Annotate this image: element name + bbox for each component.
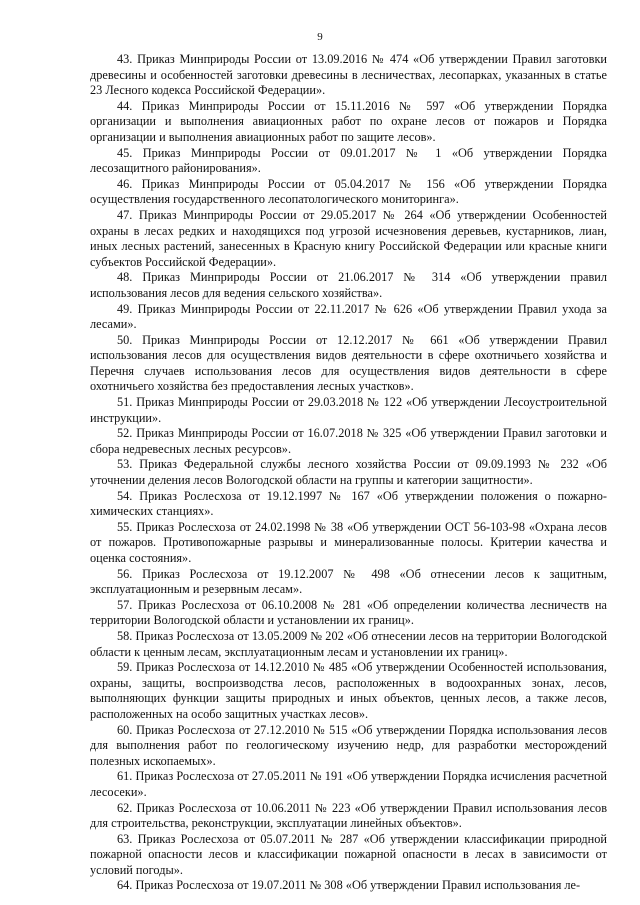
- list-item: 56. Приказ Рослесхоза от 19.12.2007 № 498 «Об отнесении лесов к защитным, эксплуатационным и резервным лесам».: [90, 566, 607, 597]
- list-item: 58. Приказ Рослесхоза от 13.05.2009 № 202 «Об отнесении лесов на территории Вологодской области к ценным лесам, эксплуатационным лесам и установлении их границ».: [90, 628, 607, 659]
- list-item: 55. Приказ Рослесхоза от 24.02.1998 № 38 «Об утверждении ОСТ 56-103-98 «Охрана лесов от пожаров. Противопожарные разрывы и минерализованные полосы. Критерии качества и оценка состояния».: [90, 519, 607, 565]
- list-item: 52. Приказ Минприроды России от 16.07.2018 № 325 «Об утверждении Правил заготовки и сбора недревесных лесных ресурсов».: [90, 426, 607, 456]
- list-item: 54. Приказ Рослесхоза от 19.12.1997 № 167 «Об утверждении положения о пожарно-химических станциях».: [90, 488, 607, 519]
- list-item: 51. Приказ Минприроды России от 29.03.2018 № 122 «Об утверждении Лесоустроительной инструкции».: [90, 395, 607, 425]
- list-item: 60. Приказ Рослесхоза от 27.12.2010 № 515 «Об утверждении Порядка использования лесов для выполнения работ по геологическому изучению недр, для разработки месторождений полезных ископаемых».: [90, 722, 607, 768]
- list-item: 47. Приказ Минприроды России от 29.05.2017 № 264 «Об утверждении Особенностей охраны в лесах редких и находящихся под угрозой исчезновения деревьев, кустарников, лиан, иных лесных растений, занесенных в Красную книгу Российской Федерации или красные книги субъектов Российской Федерации».: [90, 207, 607, 269]
- list-item: 44. Приказ Минприроды России от 15.11.2016 № 597 «Об утверждении Порядка организации и выполнения авиационных работ по охране лесов от пожаров и Порядка организации и выполнения авиационных работ по защите лесов».: [90, 98, 607, 144]
- list-item: 63. Приказ Рослесхоза от 05.07.2011 № 287 «Об утверждении классификации природной пожарной опасности лесов и классификации пожарной опасности в лесах в зависимости от условий погоды».: [90, 831, 607, 877]
- list-item: 45. Приказ Минприроды России от 09.01.2017 № 1 «Об утверждении Порядка лесозащитного районирования».: [90, 145, 607, 176]
- list-item: 53. Приказ Федеральной службы лесного хозяйства России от 09.09.1993 № 232 «Об уточнении деления лесов Вологодской области на группы и категории защитности».: [90, 457, 607, 488]
- list-item: 62. Приказ Рослесхоза от 10.06.2011 № 223 «Об утверждении Правил использования лесов для строительства, реконструкции, эксплуатации линейных объектов».: [90, 800, 607, 831]
- list-item: 59. Приказ Рослесхоза от 14.12.2010 № 485 «Об утверждении Особенностей использования, охраны, защиты, воспроизводства лесов, расположенных в водоохранных зонах, лесов, выполняющих функции защиты природных и иных объектов, ценных лесов, а также лесов, расположенных на особо защитных участках лесов».: [90, 660, 607, 721]
- legal-acts-list: [90, 52, 607, 894]
- list-item: 43. Приказ Минприроды России от 13.09.2016 № 474 «Об утверждении Правил заготовки древесины и особенностей заготовки древесины в лесничествах, лесопарках, указанных в статье 23 Лесного кодекса Российской Федерации».: [90, 52, 607, 98]
- list-item: 61. Приказ Рослесхоза от 27.05.2011 № 191 «Об утверждении Порядка исчисления расчетной лесосеки».: [90, 769, 607, 799]
- page-number: 9: [317, 31, 323, 43]
- list-item: 50. Приказ Минприроды России от 12.12.2017 № 661 «Об утверждении Правил использования лесов для осуществления видов деятельности в сфере охотничьего хозяйства и Перечня случаев использования лесов для осуществления видов деятельности в сфере охотничьего хозяйства без предоставления лесных участков».: [90, 332, 607, 394]
- list-item: 64. Приказ Рослесхоза от 19.07.2011 № 308 «Об утверждении Правил использования ле-: [117, 878, 581, 893]
- list-item: 48. Приказ Минприроды России от 21.06.2017 № 314 «Об утверждении правил использования лесов для ведения сельского хозяйства».: [90, 270, 607, 300]
- list-item: 46. Приказ Минприроды России от 05.04.2017 № 156 «Об утверждении Порядка осуществления государственного лесопатологического мониторинга».: [90, 176, 607, 207]
- list-item: 49. Приказ Минприроды России от 22.11.2017 № 626 «Об утверждении Правил ухода за лесами».: [90, 301, 607, 332]
- list-item: 57. Приказ Рослесхоза от 06.10.2008 № 281 «Об определении количества лесничеств на территории Вологодской области и установлении их границ».: [90, 597, 607, 628]
